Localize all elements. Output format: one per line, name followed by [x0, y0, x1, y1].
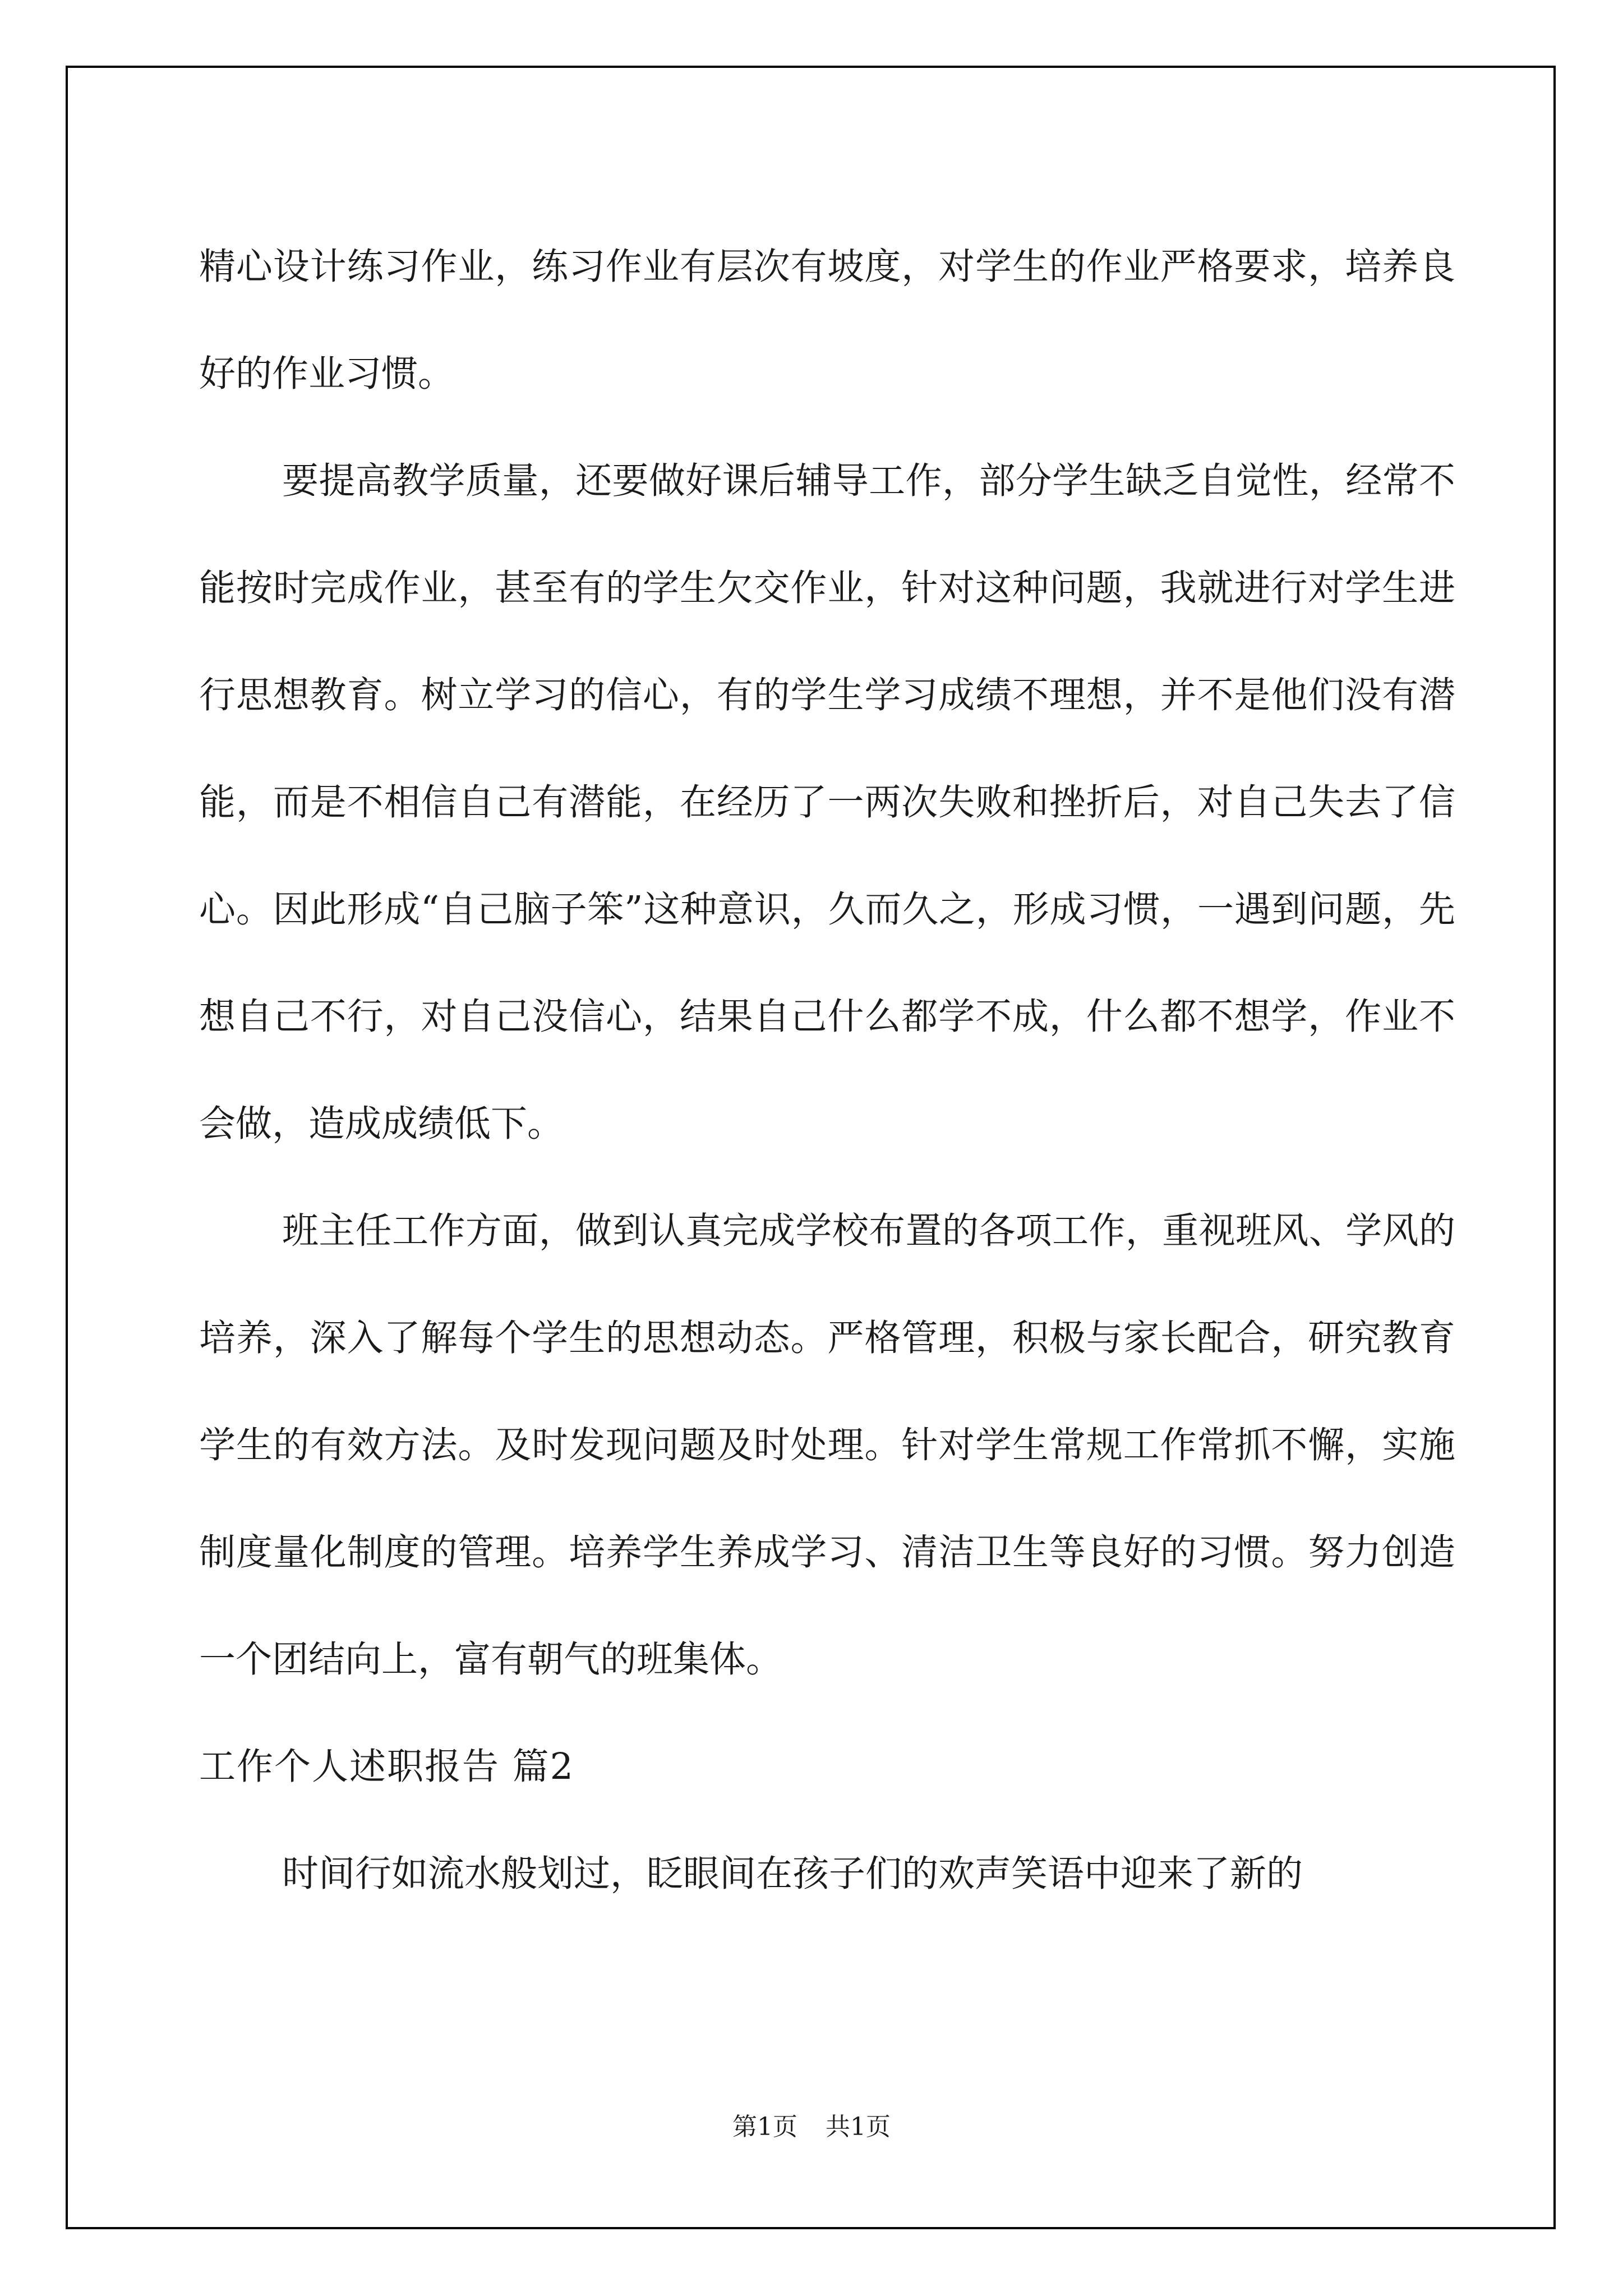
paragraph-2: 要提高教学质量，还要做好课后辅导工作，部分学生缺乏自觉性，经常不能按时完成作业，甚至有的学生欠交作业，针对这种问题，我就进行对学生进行思想教育。树立学习的信心，有的学生学习成绩不理想，并不是他们没有潜能，而是不相信自己有潜能，在经历了一两次失败和挫折后，对自己失去了信心。因此形成“自己脑子笨”这种意识，久而久之，形成习惯，一遇到问题，先想自己不行，对自己没信心，结果自己什么都学不成，什么都不想学，作业不会做，造成成绩低下。: [199, 460, 1455, 1145]
page-total: 共1页: [826, 2113, 891, 2141]
page-footer: [0, 2106, 1623, 2142]
paragraph-3: 班主任工作方面，做到认真完成学校布置的各项工作，重视班风、学风的培养，深入了解每个学生的思想动态。严格管理，积极与家长配合，研究教育学生的有效方法。及时发现问题及时处理。针对学生常规工作常抓不懈，实施制度量化制度的管理。培养学生养成学习、清洁卫生等良好的习惯。努力创造一个团结向上，富有朝气的班集体。: [199, 1210, 1455, 1681]
paragraph-4: 时间行如流水般划过，眨眼间在孩子们的欢声笑语中迎来了新的: [282, 1853, 1303, 1895]
section-heading: 工作个人述职报告 篇2: [199, 1746, 575, 1788]
document-body: [199, 213, 1455, 1927]
page-number: 第1页: [732, 2113, 797, 2141]
paragraph-1: 精心设计练习作业，练习作业有层次有坡度，对学生的作业严格要求，培养良好的作业习惯。: [199, 246, 1455, 395]
